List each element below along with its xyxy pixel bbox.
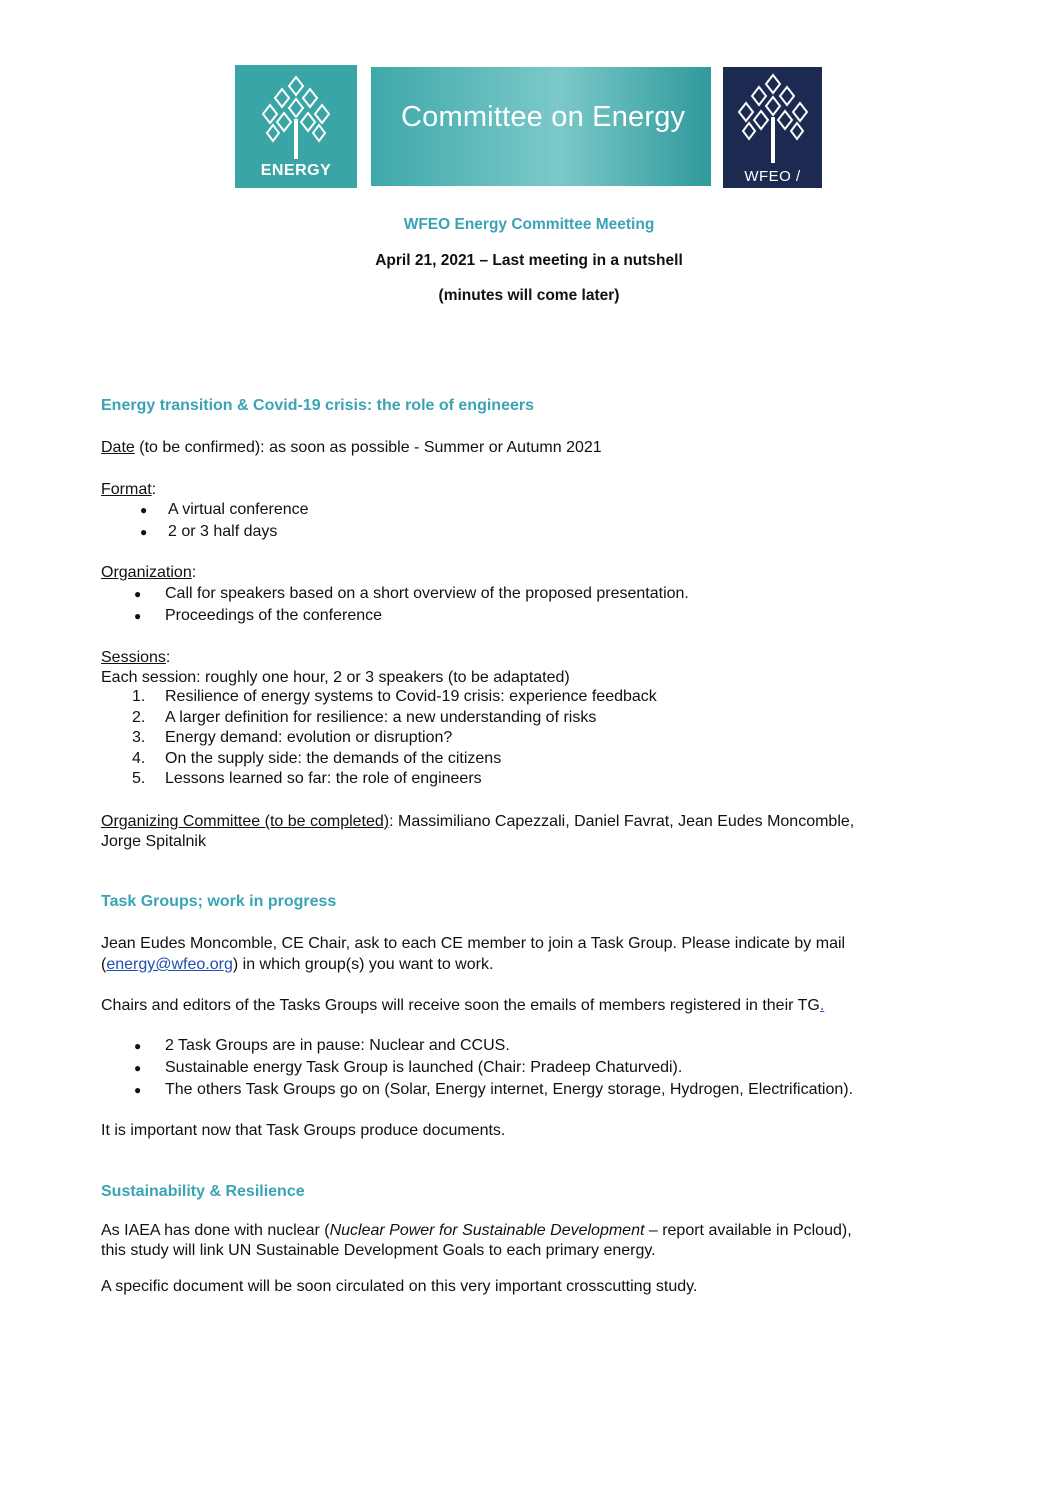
doc-title: WFEO Energy Committee Meeting (403, 216, 655, 233)
bullet-icon: ● (140, 525, 148, 539)
energy-logo (235, 65, 357, 188)
list-item: 5. Lessons learned so far: the role of engineers (132, 770, 482, 787)
wfeo-label: WFEO / FMOI (744, 168, 801, 202)
doc-note: (minutes will come later) (438, 287, 620, 304)
energy-label: ENERGY (260, 162, 332, 179)
section2-heading: Task Groups; work in progress (101, 893, 337, 910)
email-link[interactable]: energy@wfeo.org (106, 956, 233, 973)
date-line (101, 437, 602, 458)
committee-label: Organizing Committee (to be completed) (101, 813, 390, 830)
list-item: 4. On the supply side: the demands of the citizens (132, 749, 502, 767)
sessions-intro: Each session: roughly one hour, 2 or 3 speakers (to be adaptated) (101, 669, 570, 686)
list-item: 1. Resilience of energy systems to Covid-19 crisis: experience feedback (132, 688, 657, 705)
sustain-para-1b: this study will link UN Sustainable Development Goals to each primary energy. (101, 1242, 656, 1259)
sustain-para-1: As IAEA has done with nuclear (Nuclear Power for Sustainable Development – report available in Pcloud), (101, 1222, 852, 1239)
task-para-1: Jean Eudes Moncomble, CE Chair, ask to each CE member to join a Task Group. Please indicate by mail (101, 935, 846, 952)
bullet-icon: ● (134, 587, 142, 601)
sessions-label: Sessions (101, 649, 166, 666)
section1-heading: Energy transition & Covid-19 crisis: the role of engineers (101, 397, 534, 414)
organization-label: Organization (101, 564, 192, 581)
bullet-icon: ● (140, 503, 148, 517)
sustain-para-2: A specific document will be soon circulated on this very important crosscutting study. (101, 1278, 698, 1295)
date-text: (to be confirmed): as soon as possible - Summer or Autumn 2021 (134, 439, 602, 456)
bullet-icon: ● (134, 609, 142, 623)
committee-title-box (371, 67, 711, 186)
sessions-list (132, 687, 657, 790)
sessions-line: Sessions: (101, 649, 171, 666)
wfeo-logo (723, 67, 822, 202)
committee-line-2: Jorge Spitalnik (101, 833, 206, 850)
committee-title: Committee on Energy (401, 101, 686, 133)
bullet-icon: ● (134, 1061, 142, 1075)
doc-subtitle: April 21, 2021 – Last meeting in a nutshell (375, 252, 683, 269)
list-item: 2. A larger definition for resilience: a new understanding of risks (132, 708, 597, 726)
organization-line: Organization: (101, 564, 197, 581)
list-item: 3. Energy demand: evolution or disruption? (132, 729, 453, 746)
date-label: Date (101, 439, 135, 456)
tg-link[interactable]: . (819, 997, 825, 1014)
format-label: Format (101, 481, 152, 498)
bullet-icon: ● (134, 1083, 142, 1097)
tree-logo-icon (256, 69, 336, 161)
format-line: Format: (101, 481, 157, 498)
tree-logo-icon (733, 69, 813, 165)
task-para-3: It is important now that Task Groups produce documents. (101, 1122, 506, 1139)
task-para-2: Chairs and editors of the Tasks Groups will receive soon the emails of members registered in their TG. (101, 997, 825, 1014)
task-para-1b: (energy@wfeo.org) in which group(s) you want to work. (101, 956, 494, 973)
committee-line: Organizing Committee (to be completed): Massimiliano Capezzali, Daniel Favrat, Jean Eudes Moncomble, (101, 813, 855, 830)
section3-heading: Sustainability & Resilience (101, 1183, 305, 1200)
bullet-icon: ● (134, 1039, 142, 1053)
